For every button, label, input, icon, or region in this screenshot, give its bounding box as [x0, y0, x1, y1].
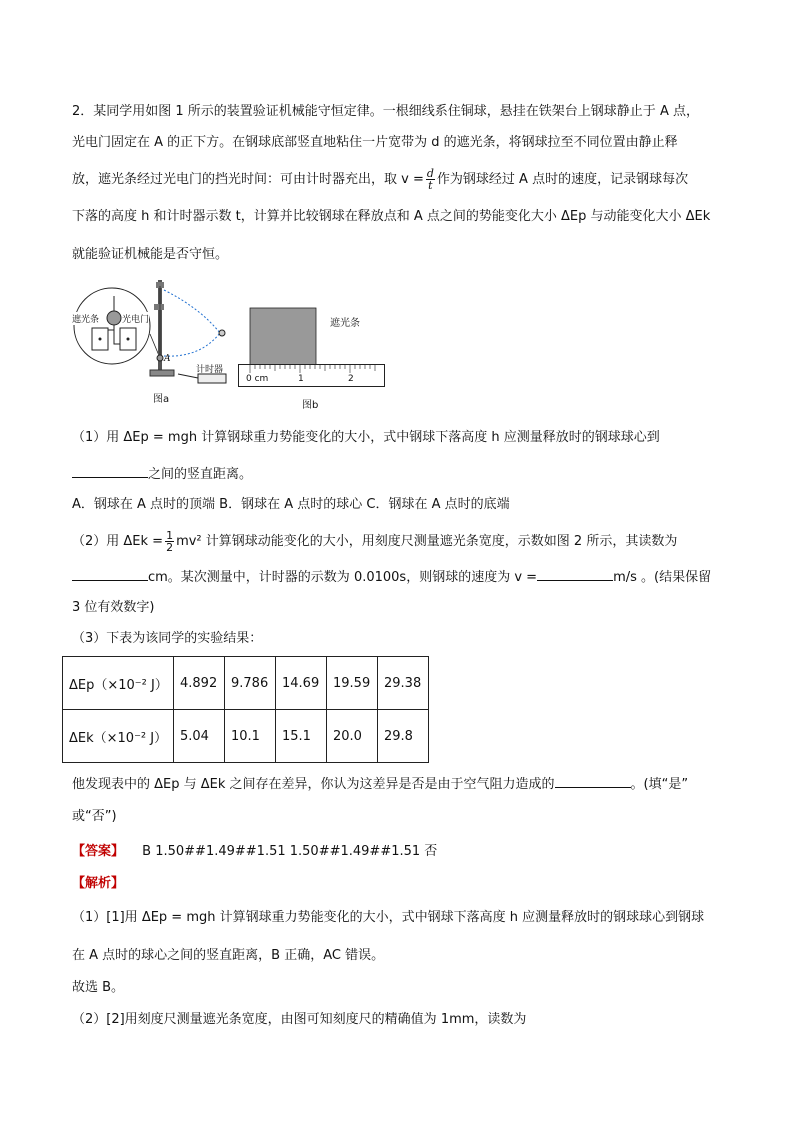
- analysis-label: 【解析】: [72, 876, 125, 891]
- table-cell: 10.1: [225, 710, 276, 763]
- analysis-line-1: （1）[1]用 ΔEp = mgh 计算钢球重力势能变化的大小，式中钢球下落高度 h 应测量释放时的钢球球心到钢球: [72, 910, 705, 925]
- table-row: [63, 657, 429, 710]
- results-table: [62, 656, 429, 763]
- table-cell: 4.892: [174, 657, 225, 710]
- problem-line-3a: 放，遮光条经过光电门的挡光时间：可由计时器充出，取 v =: [72, 172, 424, 187]
- strip-label-b: 遮光条: [330, 318, 360, 329]
- q2-line-2: [72, 566, 711, 588]
- table-cell: 9.786: [225, 657, 276, 710]
- problem-line-2: 光电门固定在 A 的正下方。在钢球底部竖直地粘住一片宽带为 d 的遮光条，将钢球拉至不同位置由静止释: [72, 135, 678, 150]
- q2-width-blank[interactable]: [72, 566, 148, 581]
- q1-options: A．钢球在 A 点时的顶端 B．钢球在 A 点时的球心 C．钢球在 A 点时的底端: [72, 497, 510, 512]
- q1-answer-blank[interactable]: [72, 463, 148, 478]
- velocity-fraction: [426, 168, 435, 191]
- q2-text-b: mv² 计算钢球动能变化的大小，用刻度尺测量遮光条宽度，示数如图 2 所示，其读数为: [176, 534, 678, 549]
- problem-line-1: 2．某同学用如图 1 所示的装置验证机械能守恒定律。一根细线系住铜球，悬挂在铁架台上钢球静止于 A 点，: [72, 104, 699, 119]
- timer-label: 计时器: [196, 365, 224, 375]
- table-cell: 20.0: [327, 710, 378, 763]
- q2-line-1: [72, 530, 677, 553]
- q3-text-b: 。(填“是”: [630, 777, 689, 792]
- q2-text-e: 3 位有效数字): [72, 600, 155, 615]
- problem-line-3b: 作为钢球经过 A 点时的速度，记录钢球每次: [436, 172, 689, 187]
- q1-text-b: 之间的竖直距离。: [148, 467, 253, 482]
- half-fraction: [165, 530, 174, 553]
- photogate-label: 光电门: [122, 312, 149, 325]
- analysis-line-3: 故选 B。: [72, 980, 125, 995]
- fraction-denominator: t: [428, 179, 433, 192]
- ruler-label-2: 2: [348, 374, 354, 384]
- q2-text-d: m/s 。(结果保留: [613, 570, 712, 585]
- problem-line-4: 下落的高度 h 和计时器示数 t，计算并比较钢球在释放点和 A 点之间的势能变化大小 ΔEp 与动能变化大小 ΔEk: [72, 209, 711, 224]
- analysis-line-4: （2）[2]用刻度尺测量遮光条宽度，由图可知刻度尺的精确值为 1mm，读数为: [72, 1012, 527, 1027]
- figure-b-caption: 图b: [302, 400, 319, 411]
- q2-velocity-blank[interactable]: [537, 566, 613, 581]
- answer-line: [72, 842, 437, 862]
- ruler-label-1: 1: [298, 374, 304, 384]
- figure-a-caption: 图a: [153, 394, 170, 405]
- point-a-label: A: [164, 354, 171, 364]
- answer-label: 【答案】: [72, 844, 125, 859]
- problem-line-5: 就能验证机械能是否守恒。: [72, 247, 229, 262]
- table-cell: 15.1: [276, 710, 327, 763]
- q2-text-a: （2）用 ΔEk =: [72, 534, 164, 549]
- table-cell: 5.04: [174, 710, 225, 763]
- light-strip-label-a: 遮光条: [72, 312, 99, 325]
- table-header-ep: ΔEp（×10⁻² J）: [63, 657, 174, 710]
- q3-text-a: 他发现表中的 ΔEp 与 ΔEk 之间存在差异，你认为这差异是否是由于空气阻力造成的: [72, 777, 555, 792]
- table-cell: 19.59: [327, 657, 378, 710]
- answer-values: B 1.50##1.49##1.51 1.50##1.49##1.51 否: [142, 844, 438, 859]
- table-cell: 29.8: [378, 710, 429, 763]
- q1-text-a: （1）用 ΔEp = mgh 计算钢球重力势能变化的大小，式中钢球下落高度 h 应测量释放时的钢球球心到: [72, 430, 660, 445]
- problem-line-3: [72, 168, 688, 191]
- table-header-ek: ΔEk（×10⁻² J）: [63, 710, 174, 763]
- ruler-label-0: 0 cm: [246, 374, 269, 384]
- q3-answer-blank[interactable]: [555, 773, 631, 788]
- fraction-numerator: d: [426, 167, 434, 180]
- fraction-numerator: 1: [166, 529, 174, 542]
- table-row: [63, 710, 429, 763]
- fraction-denominator: 2: [166, 541, 174, 554]
- analysis-line-2: 在 A 点时的球心之间的竖直距离，B 正确，AC 错误。: [72, 948, 385, 963]
- q3-intro: （3）下表为该同学的实验结果：: [72, 631, 263, 646]
- q3-text-c: 或“否”): [72, 809, 117, 824]
- q2-text-c: cm。某次测量中，计时器的示数为 0.0100s，则钢球的速度为 v =: [148, 570, 538, 585]
- figure-b: [240, 306, 386, 366]
- q1-line-2: [72, 463, 252, 485]
- q3-line-1: [72, 773, 688, 795]
- table-cell: 29.38: [378, 657, 429, 710]
- table-cell: 14.69: [276, 657, 327, 710]
